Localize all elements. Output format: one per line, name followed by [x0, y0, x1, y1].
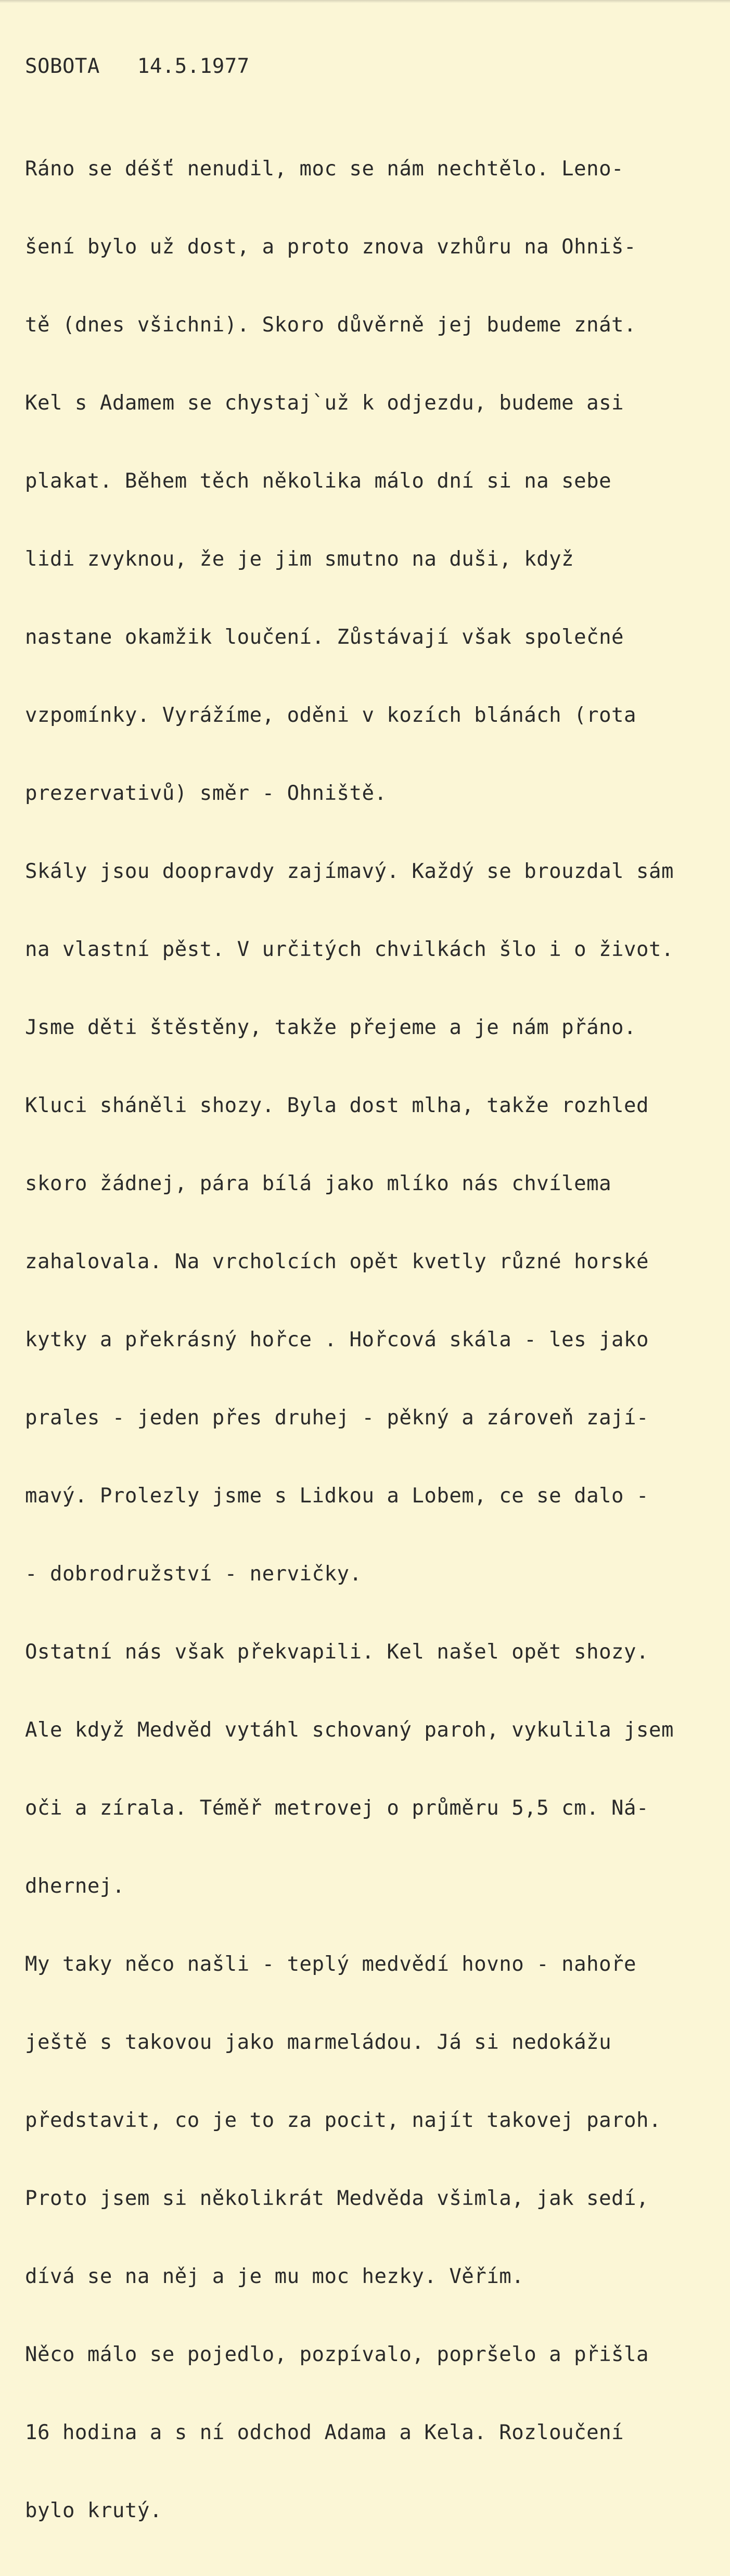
text-line: nastane okamžik loučení. Zůstávají však společné: [25, 626, 624, 649]
text-line: - dobrodružství - nervičky.: [25, 1562, 362, 1586]
text-line: bylo krutý.: [25, 2499, 162, 2522]
text-line: šení bylo už dost, a proto znova vzhůru na Ohniš-: [25, 235, 637, 259]
text-line: 16 hodina a s ní odchod Adama a Kela. Rozloučení: [25, 2421, 624, 2444]
text-line: oči a zírala. Téměř metrovej o průměru 5,5 cm. Ná-: [25, 1796, 649, 1820]
text-line: zahalovala. Na vrcholcích opět kvetly různé horské: [25, 1250, 649, 1273]
text-line: mavý. Prolezly jsme s Lidkou a Lobem, ce se dalo -: [25, 1484, 649, 1508]
text-line: Proto jsem si několikrát Medvěda všimla, jak sedí,: [25, 2187, 649, 2210]
text-line: Ráno se déšť nenudil, moc se nám nechtělo. Leno-: [25, 157, 624, 181]
text-line: plakat. Během těch několika málo dní si na sebe: [25, 469, 612, 493]
text-line: prezervativů) směr - Ohniště.: [25, 782, 387, 805]
text-line: My taky něco našli - teplý medvědí hovno - nahoře: [25, 1953, 637, 1976]
text-line: skoro žádnej, pára bílá jako mlíko nás chvílema: [25, 1172, 612, 1195]
text-line: ještě s takovou jako marmeládou. Já si nedokážu: [25, 2031, 612, 2054]
heading-day: SOBOTA: [25, 55, 100, 78]
text-line: Něco málo se pojedlo, pozpívalo, popršelo a přišla: [25, 2343, 649, 2366]
text-line: tě (dnes všichni). Skoro důvěrně jej budeme znát.: [25, 313, 637, 337]
heading-date: 14.5.1977: [137, 55, 250, 78]
text-line: dívá se na něj a je mu moc hezky. Věřím.: [25, 2265, 524, 2288]
text-line: Ale když Medvěd vytáhl schovaný paroh, vykulila jsem: [25, 1718, 674, 1742]
text-line: Ostatní nás však překvapili. Kel našel opět shozy.: [25, 1640, 649, 1664]
text-line: prales - jeden přes druhej - pěkný a zároveň zají-: [25, 1406, 649, 1430]
text-line: Kel s Adamem se chystaj`už k odjezdu, budeme asi: [25, 391, 624, 415]
diary-entry-text: [25, 104, 722, 2576]
text-line: Jsme děti štěstěny, takže přejeme a je nám přáno.: [25, 1016, 637, 1039]
text-line: vzpomínky. Vyrážíme, oděni v kozích blánách (rota: [25, 704, 637, 727]
paper-top-edge: [0, 0, 730, 3]
text-line: Kluci sháněli shozy. Byla dost mlha, takže rozhled: [25, 1094, 649, 1117]
text-line: představit, co je to za pocit, najít takovej paroh.: [25, 2109, 661, 2132]
text-line: na vlastní pěst. V určitých chvilkách šlo i o život.: [25, 938, 674, 961]
text-line: Skály jsou doopravdy zajímavý. Každý se brouzdal sám: [25, 860, 674, 883]
text-line: kytky a překrásný hořce . Hořcová skála - les jako: [25, 1328, 649, 1351]
text-line: lidi zvyknou, že je jim smutno na duši, když: [25, 547, 574, 571]
text-line: dhernej.: [25, 1874, 125, 1898]
diary-heading: [25, 54, 722, 80]
